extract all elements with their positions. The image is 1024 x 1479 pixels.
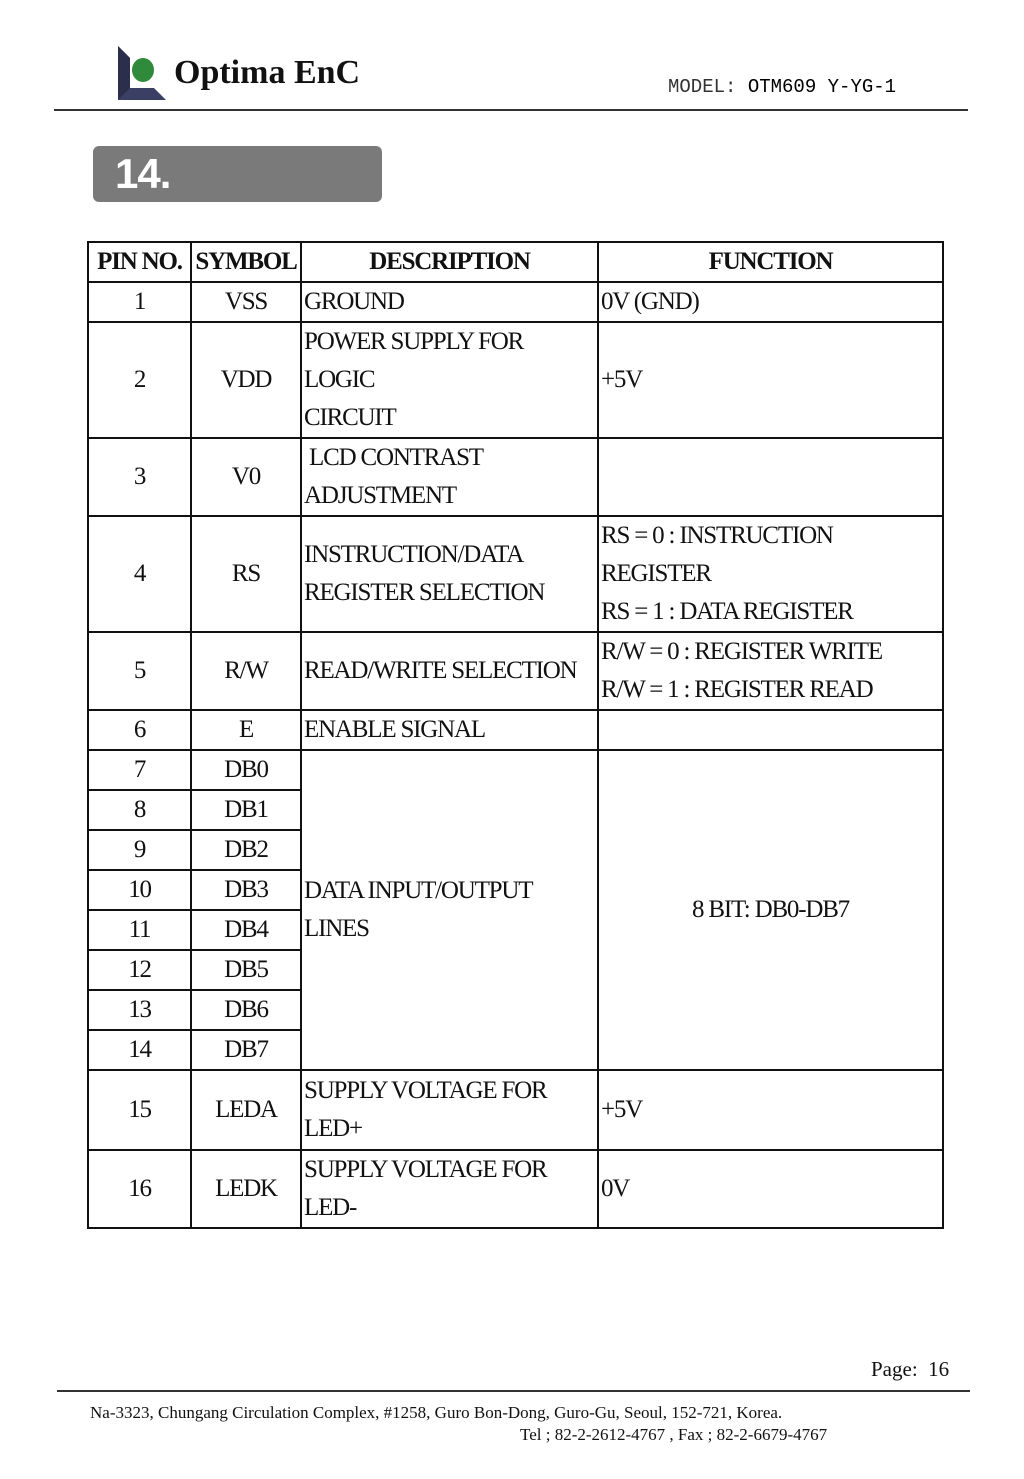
pin-symbol: DB7 bbox=[191, 1030, 301, 1070]
pin-number: 8 bbox=[88, 790, 191, 830]
pin-symbol: DB1 bbox=[191, 790, 301, 830]
table-row bbox=[88, 282, 943, 322]
pin-number: 4 bbox=[88, 516, 191, 632]
table-row bbox=[88, 516, 943, 632]
header-description: DESCRIPTION bbox=[301, 242, 598, 282]
pin-number: 7 bbox=[88, 750, 191, 790]
data-bus-description: DATA INPUT/OUTPUT LINES bbox=[301, 750, 598, 1070]
pin-symbol: RS bbox=[191, 516, 301, 632]
pin-number: 13 bbox=[88, 990, 191, 1030]
pin-number: 9 bbox=[88, 830, 191, 870]
pin-function bbox=[598, 1070, 943, 1150]
pin-symbol: E bbox=[191, 710, 301, 750]
pin-description bbox=[301, 1070, 598, 1150]
description-line: ENABLE SIGNAL bbox=[304, 716, 485, 743]
table-row bbox=[88, 710, 943, 750]
pin-symbol: R/W bbox=[191, 632, 301, 710]
company-contact: Tel ; 82-2-2612-4767 , Fax ; 82-2-6679-4767 bbox=[520, 1425, 828, 1444]
pin-function bbox=[598, 710, 943, 750]
pin-number: 11 bbox=[88, 910, 191, 950]
pin-number: 2 bbox=[88, 322, 191, 438]
company-address: Na-3323, Chungang Circulation Complex, #1258, Guro Bon-Dong, Guro-Gu, Seoul, 152-721, Korea. bbox=[90, 1403, 783, 1422]
pin-symbol: LEDA bbox=[191, 1070, 301, 1150]
pin-number: 5 bbox=[88, 632, 191, 710]
description-line: LCD CONTRAST bbox=[304, 444, 483, 471]
pin-number: 14 bbox=[88, 1030, 191, 1070]
function-line: 0V (GND) bbox=[601, 288, 699, 315]
function-line: RS = 1 : DATA REGISTER bbox=[601, 598, 853, 625]
pin-description bbox=[301, 632, 598, 710]
table-row bbox=[88, 632, 943, 710]
pin-symbol: DB2 bbox=[191, 830, 301, 870]
page-label: Page: bbox=[871, 1357, 918, 1381]
pin-function bbox=[598, 438, 943, 516]
description-line: READ/WRITE SELECTION bbox=[304, 657, 577, 684]
footer-divider bbox=[57, 1390, 970, 1392]
description-line: SUPPLY VOLTAGE FOR LED- bbox=[304, 1156, 547, 1221]
pin-symbol: DB3 bbox=[191, 870, 301, 910]
description-line: CIRCUIT bbox=[304, 404, 396, 431]
description-line: POWER SUPPLY FOR LOGIC bbox=[304, 328, 524, 393]
table-row bbox=[88, 1070, 943, 1150]
header-function: FUNCTION bbox=[598, 242, 943, 282]
header-pin-no: PIN NO. bbox=[88, 242, 191, 282]
pin-function bbox=[598, 322, 943, 438]
section-title: 14. INTERFACE bbox=[93, 146, 382, 202]
pin-number: 16 bbox=[88, 1150, 191, 1228]
table-header-row bbox=[88, 242, 943, 282]
description-line: INSTRUCTION/DATA bbox=[304, 541, 524, 568]
pin-number: 3 bbox=[88, 438, 191, 516]
pin-function bbox=[598, 282, 943, 322]
table-row bbox=[88, 322, 943, 438]
model-label bbox=[668, 76, 896, 98]
page-value: 16 bbox=[928, 1357, 950, 1381]
pin-symbol: VDD bbox=[191, 322, 301, 438]
description-line: REGISTER SELECTION bbox=[304, 579, 545, 606]
header-divider bbox=[54, 109, 968, 111]
function-line: 0V bbox=[601, 1175, 630, 1202]
function-line: +5V bbox=[601, 1096, 643, 1123]
description-line: LED+ bbox=[304, 1115, 362, 1142]
pin-description bbox=[301, 282, 598, 322]
header-symbol: SYMBOL bbox=[191, 242, 301, 282]
pin-description bbox=[301, 516, 598, 632]
function-line: R/W = 1 : REGISTER READ bbox=[601, 676, 873, 703]
data-bus-function: 8 BIT: DB0-DB7 bbox=[598, 750, 943, 1070]
model-value: OTM609 Y-YG-1 bbox=[747, 76, 897, 98]
pin-symbol: DB6 bbox=[191, 990, 301, 1030]
pin-function bbox=[598, 632, 943, 710]
pin-description bbox=[301, 322, 598, 438]
pin-number: 15 bbox=[88, 1070, 191, 1150]
pin-function bbox=[598, 1150, 943, 1228]
pin-symbol: DB5 bbox=[191, 950, 301, 990]
pin-number: 10 bbox=[88, 870, 191, 910]
description-line: ADJUSTMENT bbox=[304, 482, 456, 509]
pin-number: 1 bbox=[88, 282, 191, 322]
pin-function bbox=[598, 516, 943, 632]
function-line: +5V bbox=[601, 366, 643, 393]
function-line: R/W = 0 : REGISTER WRITE bbox=[601, 638, 882, 665]
pin-description bbox=[301, 1150, 598, 1228]
company-logo bbox=[116, 44, 168, 102]
logo-dot bbox=[132, 58, 154, 82]
pin-number: 12 bbox=[88, 950, 191, 990]
pin-symbol: VSS bbox=[191, 282, 301, 322]
table-row bbox=[88, 438, 943, 516]
pin-symbol: V0 bbox=[191, 438, 301, 516]
description-line: GROUND bbox=[304, 288, 404, 315]
table-row bbox=[88, 750, 943, 790]
pin-description bbox=[301, 710, 598, 750]
page-number bbox=[871, 1357, 949, 1382]
pin-symbol: DB4 bbox=[191, 910, 301, 950]
description-line: SUPPLY VOLTAGE FOR bbox=[304, 1077, 547, 1104]
model-label-text: MODEL: bbox=[668, 76, 737, 98]
pin-symbol: DB0 bbox=[191, 750, 301, 790]
table-row bbox=[88, 1150, 943, 1228]
company-name: Optima EnC bbox=[174, 54, 361, 91]
pin-number: 6 bbox=[88, 710, 191, 750]
interface-table bbox=[87, 241, 944, 1229]
function-line: RS = 0 : INSTRUCTION REGISTER bbox=[601, 522, 833, 587]
pin-description bbox=[301, 438, 598, 516]
pin-symbol: LEDK bbox=[191, 1150, 301, 1228]
